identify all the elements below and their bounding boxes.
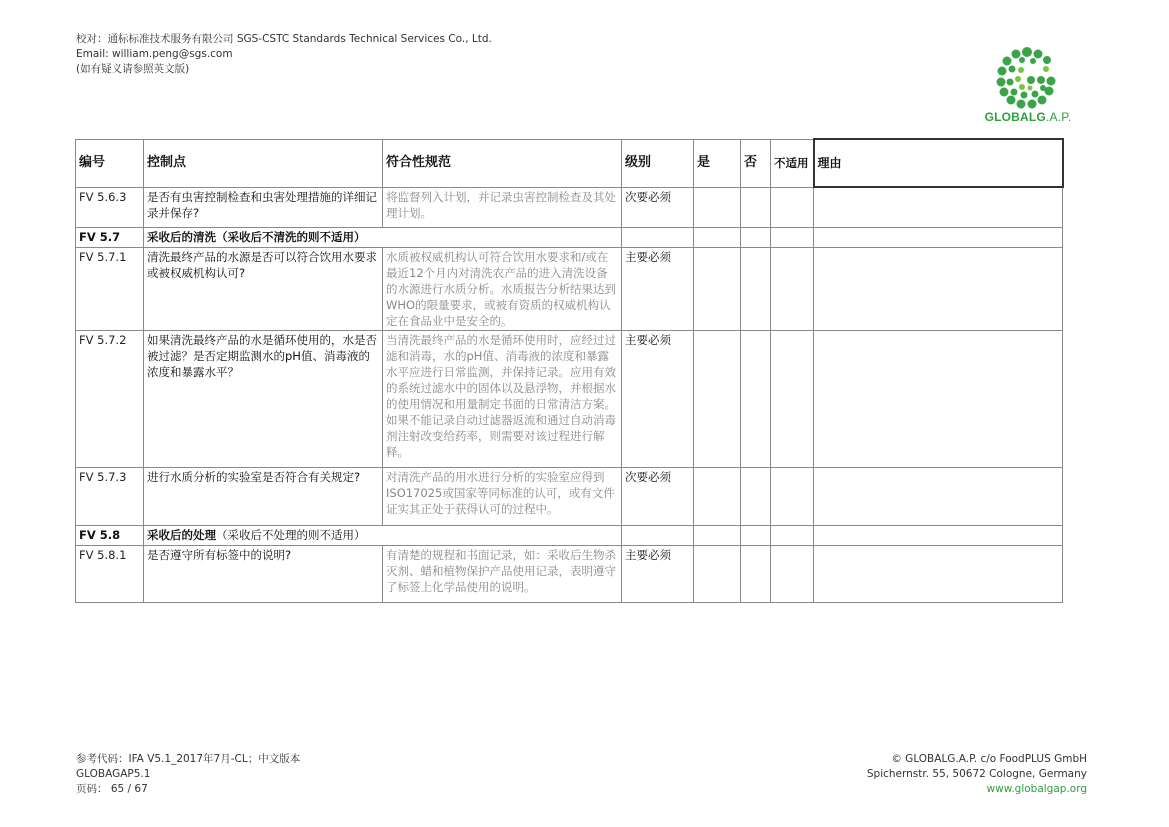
table-row xyxy=(76,467,1063,525)
page-footer-right xyxy=(867,752,1087,797)
row-no-cell[interactable] xyxy=(741,247,771,330)
section-code: FV 5.8 xyxy=(76,525,144,545)
row-reason-cell[interactable] xyxy=(814,247,1063,330)
row-control-point: 是否有虫害控制检查和虫害处理措施的详细记录并保存? xyxy=(144,187,383,227)
table-row xyxy=(76,247,1063,330)
row-control-point: 如果清洗最终产品的水是循环使用的，水是否被过滤？是否定期监测水的pH值、消毒液的浓度和暴露水平？ xyxy=(144,330,383,467)
row-level: 次要必须 xyxy=(622,467,694,525)
row-yes-cell[interactable] xyxy=(694,467,741,525)
row-no-cell[interactable] xyxy=(741,467,771,525)
row-level: 主要必须 xyxy=(622,330,694,467)
row-reason-cell[interactable] xyxy=(814,467,1063,525)
header-compliance: 符合性规范 xyxy=(383,139,622,187)
section-title: 采收后的处理（采收后不处理的则不适用） xyxy=(144,525,622,545)
checklist-table xyxy=(75,138,1064,603)
row-control-point: 是否遵守所有标签中的说明? xyxy=(144,545,383,602)
header-email: Email: william.peng@sgs.com xyxy=(76,48,233,60)
section-row xyxy=(76,525,1063,545)
page-footer-left xyxy=(76,752,300,797)
header-level: 级别 xyxy=(622,139,694,187)
row-reason-cell[interactable] xyxy=(814,330,1063,467)
header-na: 不适用 xyxy=(771,139,814,187)
header-proofreader: 校对：通标标准技术服务有限公司 SGS-CSTC Standards Technical Services Co., Ltd. xyxy=(76,33,492,45)
section-row xyxy=(76,227,1063,247)
row-code: FV 5.6.3 xyxy=(76,187,144,227)
header-yes: 是 xyxy=(694,139,741,187)
row-compliance: 对清洗产品的用水进行分析的实验室应得到ISO17025或国家等同标准的认可，或有文件证实其正处于获得认可的过程中。 xyxy=(383,467,622,525)
row-na-cell[interactable] xyxy=(771,247,814,330)
row-code: FV 5.7.3 xyxy=(76,467,144,525)
row-control-point: 清洗最终产品的水源是否可以符合饮用水要求或被权威机构认可? xyxy=(144,247,383,330)
logo-wordmark: GLOBALG.A.P. xyxy=(984,110,1072,124)
row-no-cell[interactable] xyxy=(741,330,771,467)
header-reason: 理由 xyxy=(814,139,1063,187)
footer-reference-code: 参考代码：IFA V5.1_2017年7月-CL；中文版本 xyxy=(76,753,301,765)
page-header xyxy=(76,32,492,77)
table-row xyxy=(76,330,1063,467)
row-yes-cell[interactable] xyxy=(694,247,741,330)
table-row xyxy=(76,187,1063,227)
row-yes-cell[interactable] xyxy=(694,330,741,467)
row-na-cell[interactable] xyxy=(771,330,814,467)
row-code: FV 5.8.1 xyxy=(76,545,144,602)
row-level: 主要必须 xyxy=(622,545,694,602)
row-compliance: 当清洗最终产品的水是循环使用时，应经过过滤和消毒，水的pH值、消毒液的浓度和暴露水平应进行日常监测，并保持记录。应用有效的系统过滤水中的固体以及悬浮物，并根据水的使用情况和用量制定书面的日常清洁方案。如果不能记录自动过滤器返流和通过自动消毒剂注射改变给药率，则需要对该过程进行解释。 xyxy=(383,330,622,467)
row-level: 主要必须 xyxy=(622,247,694,330)
globalgap-g-logo-icon xyxy=(994,44,1060,110)
section-code: FV 5.7 xyxy=(76,227,144,247)
footer-version: GLOBAGAP5.1 xyxy=(76,768,151,780)
footer-page-number: 页码： 65 / 67 xyxy=(76,783,148,795)
header-control-point: 控制点 xyxy=(144,139,383,187)
row-reason-cell[interactable] xyxy=(814,187,1063,227)
row-compliance: 有清楚的规程和书面记录，如：采收后生物杀灭剂、蜡和植物保护产品使用记录，表明遵守了标签上化学品使用的说明。 xyxy=(383,545,622,602)
header-no: 否 xyxy=(741,139,771,187)
row-reason-cell[interactable] xyxy=(814,545,1063,602)
row-compliance: 水质被权威机构认可符合饮用水要求和/或在最近12个月内对清洗农产品的进入清洗设备的水源进行水质分析。水质报告分析结果达到WHO的限量要求，或被有资质的权威机构认定在食品业中是安全的。 xyxy=(383,247,622,330)
row-compliance: 将监督列入计划，并记录虫害控制检查及其处理计划。 xyxy=(383,187,622,227)
row-control-point: 进行水质分析的实验室是否符合有关规定? xyxy=(144,467,383,525)
row-level: 次要必须 xyxy=(622,187,694,227)
table-row xyxy=(76,545,1063,602)
row-na-cell[interactable] xyxy=(771,545,814,602)
row-no-cell[interactable] xyxy=(741,187,771,227)
header-note: (如有疑义请参照英文版) xyxy=(76,63,190,75)
footer-address: Spichernstr. 55, 50672 Cologne, Germany xyxy=(866,768,1087,780)
section-title: 采收后的清洗（采收后不清洗的则不适用） xyxy=(144,227,622,247)
row-code: FV 5.7.2 xyxy=(76,330,144,467)
row-yes-cell[interactable] xyxy=(694,187,741,227)
row-code: FV 5.7.1 xyxy=(76,247,144,330)
row-yes-cell[interactable] xyxy=(694,545,741,602)
row-na-cell[interactable] xyxy=(771,467,814,525)
table-header-row xyxy=(76,139,1063,187)
footer-copyright: © GLOBALG.A.P. c/o FoodPLUS GmbH xyxy=(891,753,1087,765)
row-na-cell[interactable] xyxy=(771,187,814,227)
globalgap-logo xyxy=(980,44,1076,128)
footer-website-link[interactable]: www.globalgap.org xyxy=(986,783,1087,795)
row-no-cell[interactable] xyxy=(741,545,771,602)
header-code: 编号 xyxy=(76,139,144,187)
